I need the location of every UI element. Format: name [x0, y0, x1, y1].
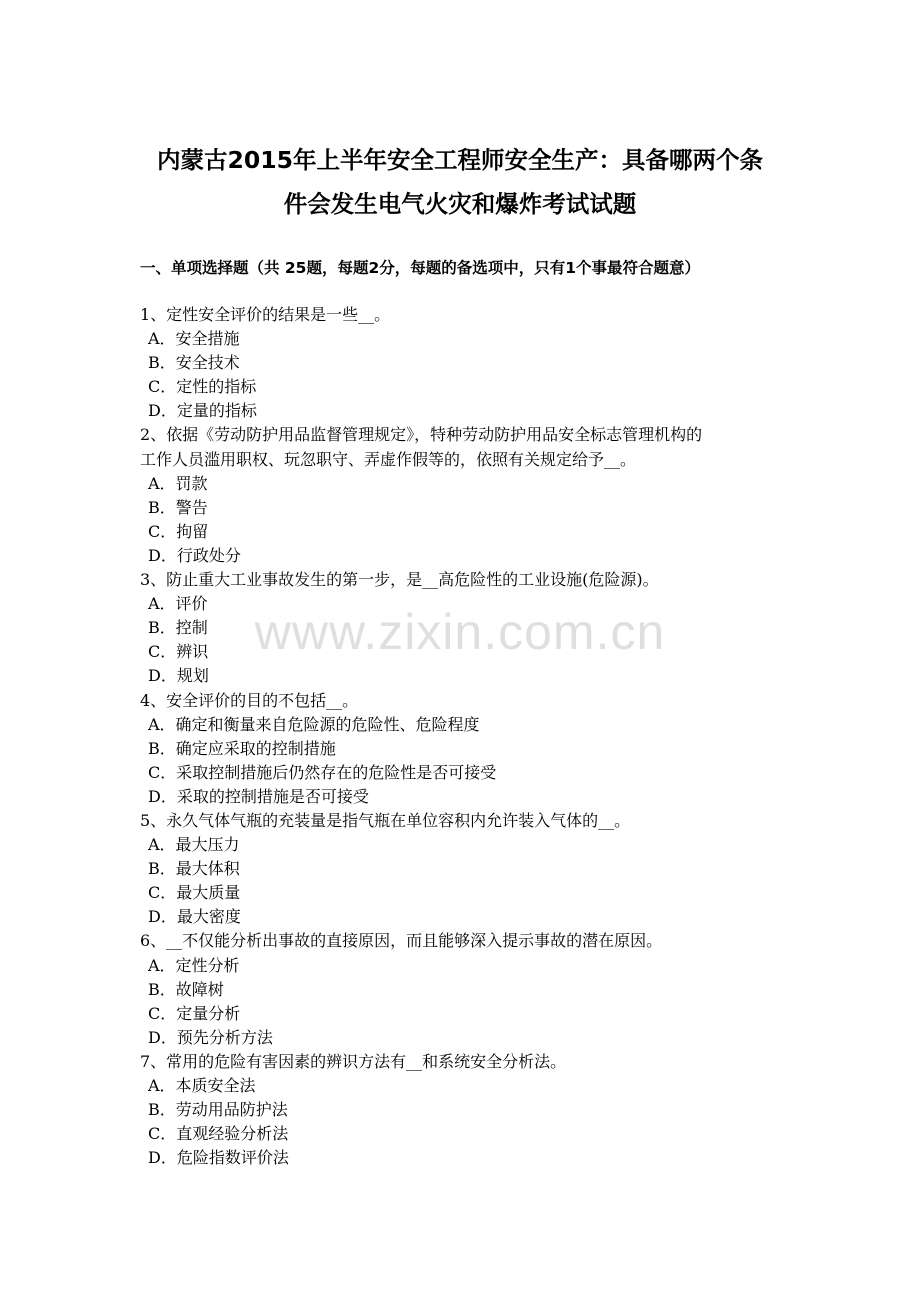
option-b: B．确定应采取的控制措施: [148, 738, 336, 758]
section-heading: 一、单项选择题（共 25题，每题2分，每题的备选项中，只有1个事最符合题意）: [140, 259, 701, 277]
option-a: A．罚款: [148, 473, 208, 493]
option-a: A．确定和衡量来自危险源的危险性、危险程度: [148, 714, 480, 734]
question-list: [140, 303, 790, 1170]
option-b: B．劳动用品防护法: [148, 1100, 288, 1120]
option-b: B．控制: [148, 618, 208, 638]
option-d: D．采取的控制措施是否可接受: [148, 786, 369, 806]
option-a: A．定性分析: [148, 955, 240, 975]
option-c: C．采取控制措施后仍然存在的危险性是否可接受: [148, 762, 497, 782]
option-a: A．评价: [148, 594, 208, 614]
option-c: C．拘留: [148, 521, 209, 541]
option-a: A．最大压力: [148, 835, 240, 855]
document-title: [120, 138, 800, 226]
question-stem: 7、常用的危险有害因素的辨识方法有__和系统安全分析法。: [140, 1051, 567, 1071]
question-4: [140, 689, 790, 809]
question-7: [140, 1050, 790, 1170]
option-c: C．直观经验分析法: [148, 1124, 289, 1144]
question-2: [140, 423, 790, 568]
option-d: D．预先分析方法: [148, 1027, 273, 1047]
question-3: [140, 568, 790, 688]
option-c: C．辨识: [148, 642, 209, 662]
question-stem: 1、定性安全评价的结果是一些__。: [140, 305, 391, 324]
option-d: D．危险指数评价法: [148, 1148, 289, 1168]
option-c: C．最大质量: [148, 883, 241, 903]
option-a: A．安全措施: [148, 329, 240, 349]
question-stem-continued: 工作人员滥用职权、玩忽职守、弄虚作假等的，依照有关规定给予__。: [140, 449, 637, 469]
question-6: [140, 929, 790, 1049]
watermark: www.zixin.com.cn: [254, 604, 666, 660]
option-a: A．本质安全法: [148, 1076, 256, 1095]
question-stem: 4、安全评价的目的不包括__。: [140, 690, 359, 710]
question-stem: 3、防止重大工业事故发生的第一步，是__高危险性的工业设施(危险源)。: [140, 570, 659, 590]
option-c: C．定性的指标: [148, 377, 257, 397]
option-d: D．行政处分: [148, 545, 241, 565]
question-5: [140, 809, 790, 929]
option-b: B．警告: [148, 497, 208, 517]
document-title-line-2: 件会发生电气火灾和爆炸考试试题: [283, 190, 637, 218]
option-b: B．故障树: [148, 979, 224, 999]
question-stem: 6、__不仅能分析出事故的直接原因，而且能够深入提示事故的潜在原因。: [140, 931, 663, 951]
option-b: B．安全技术: [148, 353, 240, 373]
question-stem: 2、依据《劳动防护用品监督管理规定》，特种劳动防护用品安全标志管理机构的: [140, 425, 703, 445]
question-1: [140, 303, 790, 423]
question-stem: 5、永久气体气瓶的充装量是指气瓶在单位容积内允许装入气体的__。: [140, 810, 631, 830]
option-d: D．定量的指标: [148, 401, 257, 421]
option-c: C．定量分析: [148, 1003, 241, 1023]
option-b: B．最大体积: [148, 859, 240, 879]
option-d: D．最大密度: [148, 907, 241, 927]
document-title-line-1: 内蒙古2015年上半年安全工程师安全生产：具备哪两个条: [157, 146, 763, 174]
option-d: D．规划: [148, 666, 209, 686]
